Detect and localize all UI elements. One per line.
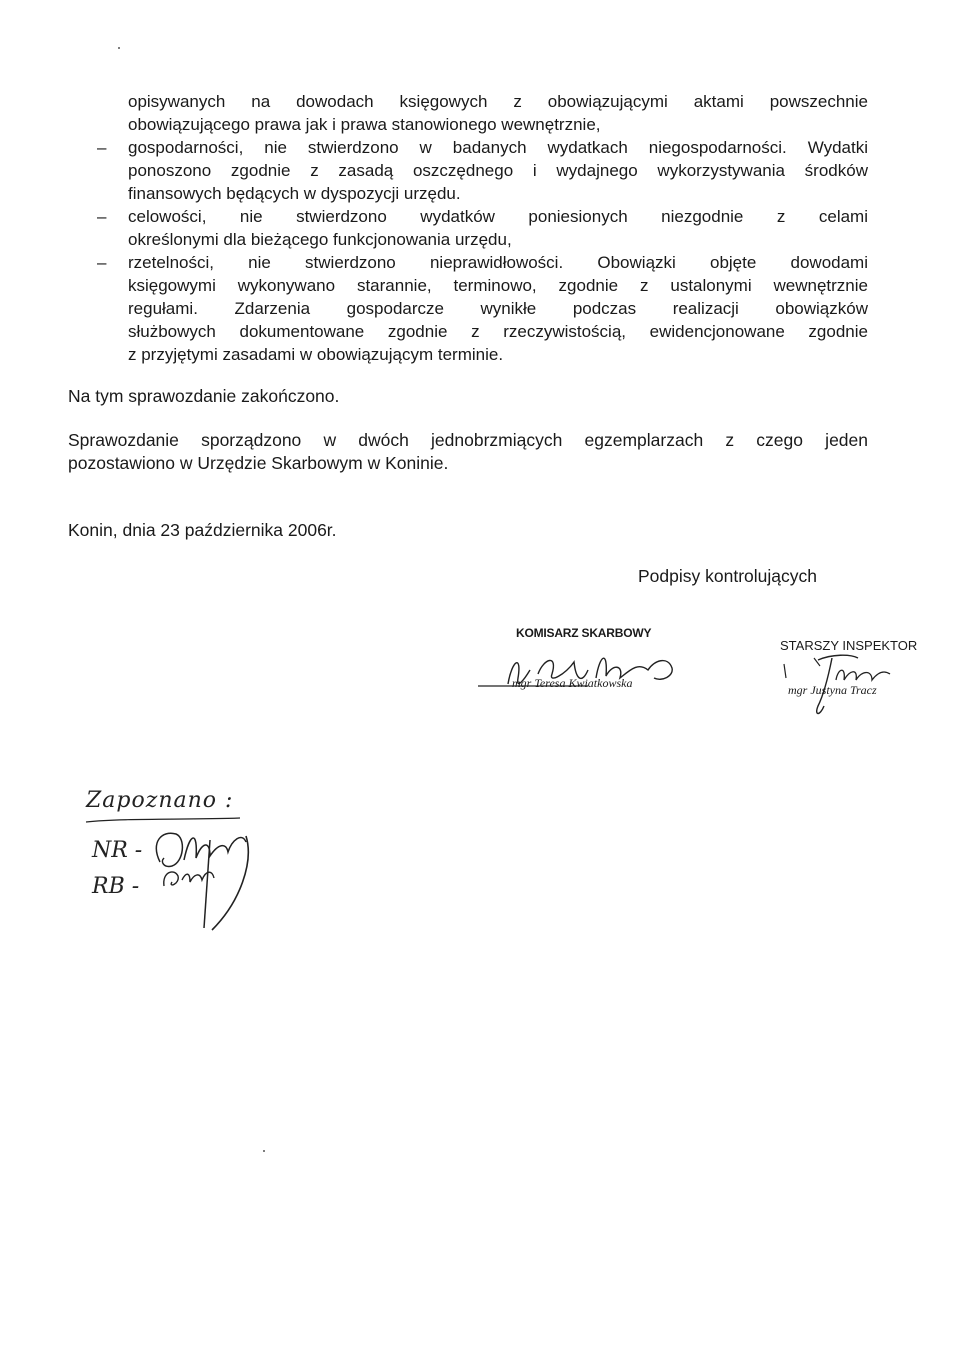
item-3-line-3: regułami. Zdarzenia gospodarcze wynikłe podczas realizacji obowiązków bbox=[128, 299, 868, 318]
copies-line-1: Sprawozdanie sporządzono w dwóch jednobrzmiących egzemplarzach z czego jeden bbox=[68, 430, 868, 450]
handwritten-acknowledged: Zapoznano : bbox=[86, 788, 234, 813]
item-1-line-1: gospodarności, nie stwierdzono w badanych wydatkach niegospodarności. Wydatki bbox=[128, 138, 868, 157]
right-stamp-name: mgr Justyna Tracz bbox=[788, 683, 877, 697]
right-stamp-title: STARSZY INSPEKTOR bbox=[780, 638, 918, 653]
copies-line-2: pozostawiono w Urzędzie Skarbowym w Koninie. bbox=[68, 453, 449, 473]
intro-line-1: opisywanych na dowodach księgowych z obowiązującymi aktami powszechnie bbox=[128, 92, 868, 111]
handwritten-signature-rb bbox=[160, 858, 240, 898]
scan-mark bbox=[118, 47, 120, 49]
list-dash-1: – bbox=[97, 138, 107, 157]
item-1-line-3: finansowych będących w dyspozycji urzędu. bbox=[128, 184, 461, 203]
place-date: Konin, dnia 23 października 2006r. bbox=[68, 520, 337, 540]
list-dash-2: – bbox=[97, 207, 107, 226]
item-3-line-4: służbowych dokumentowane zgodnie z rzeczywistością, ewidencjonowane zgodnie bbox=[128, 322, 868, 341]
left-stamp-title: KOMISARZ SKARBOWY bbox=[516, 626, 652, 640]
item-3-line-2: księgowymi wykonywano starannie, terminowo, zgodnie z ustalonymi wewnętrznie bbox=[128, 276, 868, 295]
left-signature bbox=[478, 640, 698, 700]
handwritten-row-nr: NR - bbox=[92, 838, 143, 863]
closing-statement: Na tym sprawozdanie zakończono. bbox=[68, 386, 340, 406]
scan-mark-2 bbox=[263, 1150, 265, 1152]
signatures-heading: Podpisy kontrolujących bbox=[638, 566, 817, 586]
item-2-line-2: określonymi dla bieżącego funkcjonowania urzędu, bbox=[128, 230, 512, 249]
intro-line-2: obowiązującego prawa jak i prawa stanowionego wewnętrznie, bbox=[128, 115, 601, 134]
list-dash-3: – bbox=[97, 253, 107, 272]
item-2-line-1: celowości, nie stwierdzono wydatków poniesionych niezgodnie z celami bbox=[128, 207, 868, 226]
item-1-line-2: ponoszono zgodnie z zasadą oszczędnego i wydajnego wykorzystywania środków bbox=[128, 161, 868, 180]
item-3-line-1: rzetelności, nie stwierdzono nieprawidłowości. Obowiązki objęte dowodami bbox=[128, 253, 868, 272]
item-3-line-5: z przyjętymi zasadami w obowiązującym terminie. bbox=[128, 345, 504, 364]
handwritten-row-rb: RB - bbox=[92, 874, 140, 899]
left-stamp-name: mgr Teresa Kwiatkowska bbox=[512, 676, 633, 690]
